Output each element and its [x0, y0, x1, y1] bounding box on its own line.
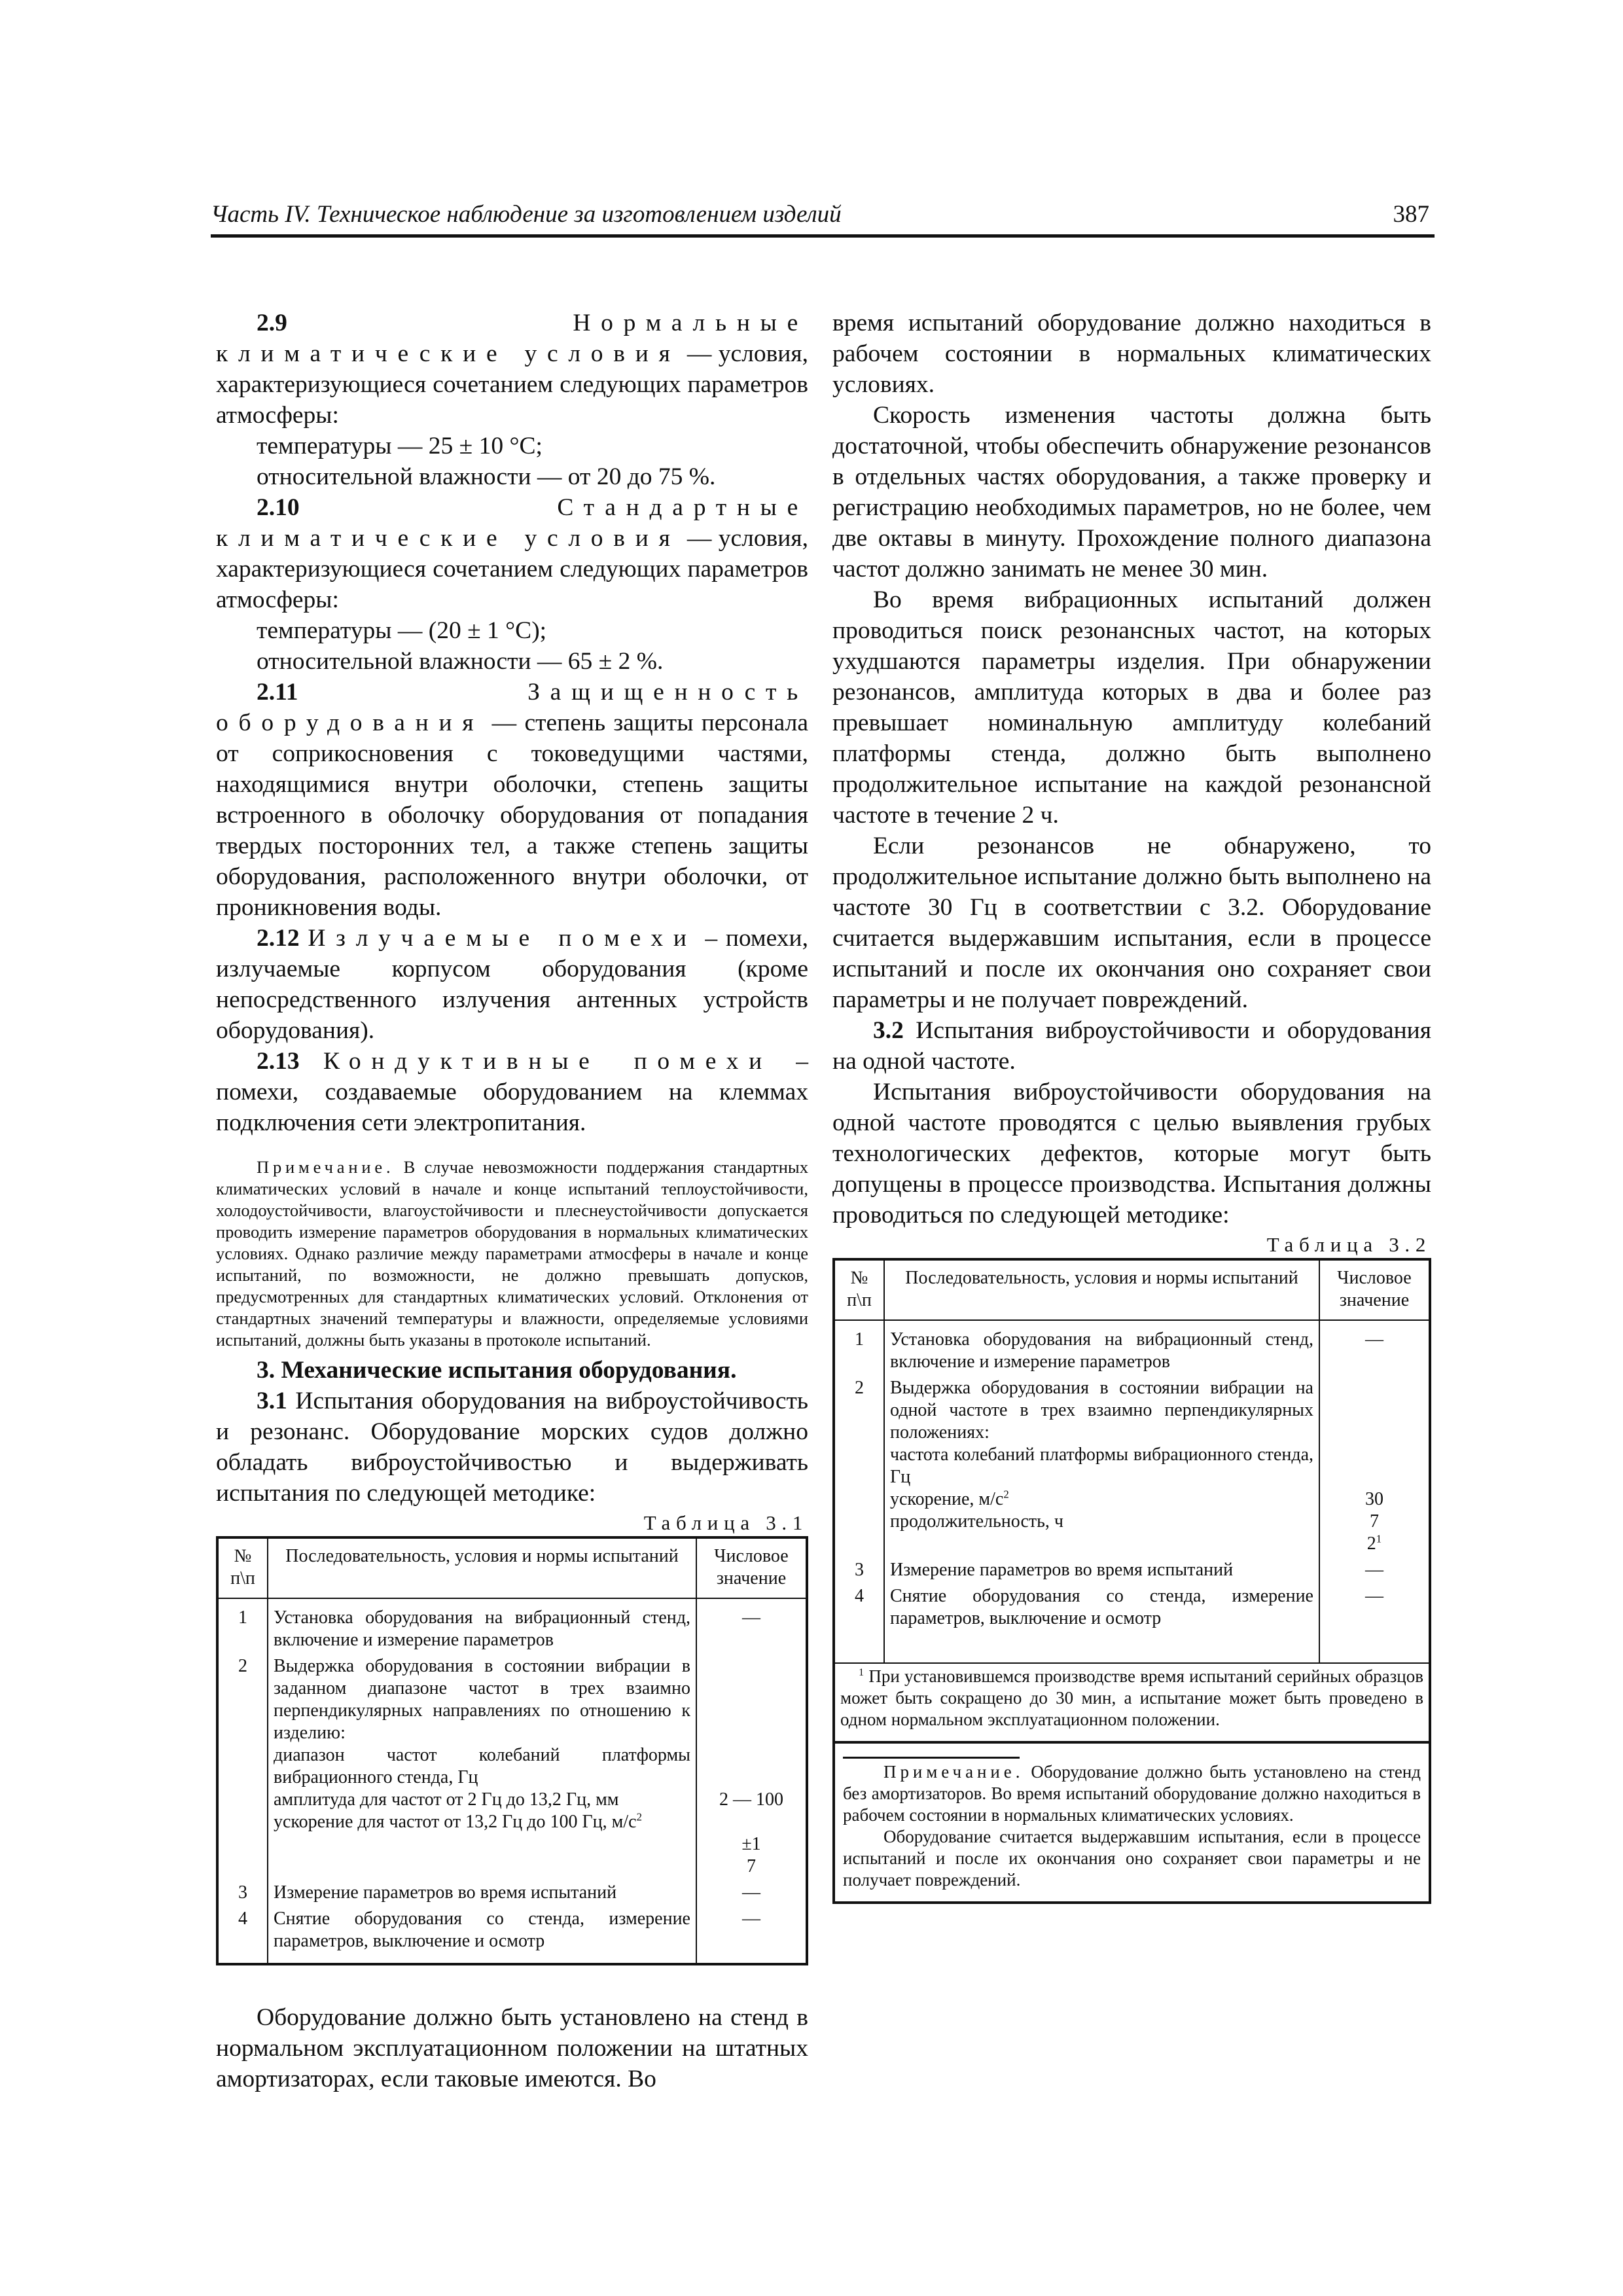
col-header-num: № п\п	[217, 1537, 268, 1598]
param-line: температуры — 25 ± 10 °С;	[257, 433, 543, 459]
paragraph: время испытаний оборудование должно находиться в рабочем состоянии в нормальных климатических условиях.	[832, 310, 1431, 398]
section-2-9: 2.9 Нормальные климатические условия — условия, характеризующиеся сочетанием следующих параметров атмосферы:	[216, 310, 808, 429]
table-row: 3 Измерение параметров во время испытаний —	[217, 1880, 807, 1906]
section-3-2: 3.2 Испытания виброустойчивости и оборудования на одной частоте.	[832, 1017, 1431, 1075]
paragraph: Скорость изменения частоты должна быть достаточной, чтобы обеспечить обнаружение резонансов в отдельных частях оборудования, а также проверку и регистрацию необходимых параметров, но не более, чем две октавы в минуту. Прохождение полного диапазона частот должно занимать не менее 30 мин.	[832, 402, 1431, 583]
term: Защищенность оборудования	[216, 679, 808, 736]
table-row: 3 Измерение параметров во время испытаний —	[834, 1557, 1430, 1583]
note-label: Примечание.	[883, 1762, 1024, 1782]
table-row: 1 Установка оборудования на вибрационный стенд, включение и измерение параметров —	[834, 1320, 1430, 1375]
table-3-2	[832, 1258, 1431, 1744]
col-header-desc: Последовательность, условия и нормы испытаний	[268, 1537, 696, 1598]
paragraph: Оборудование должно быть установлено на стенд в нормальном эксплуатационном положении на штатных амортизаторах, если таковые имеются. Во	[216, 2004, 808, 2092]
term: Нормальные климатические условия	[216, 310, 808, 367]
table-row: 2 Выдержка оборудования в состоянии вибрации на одной частоте в трех взаимно перпендикулярных положениях: частота колебаний платформы вибрационного стенда, Гц ускорение, $м/с^2$ продолжительность, ч 30 7 $2^1$	[834, 1375, 1430, 1557]
param-line: относительной влажности — от 20 до 75 %.	[257, 463, 716, 490]
section-heading-3: 3. Механические испытания оборудования.	[257, 1357, 737, 1384]
note-label: Примечание.	[257, 1157, 395, 1177]
note-block: Примечание. В случае невозможности поддержания стандартных климатических условий в начале и конце испытаний теплоустойчивости, холодоустойчивости, влагоустойчивости и плеснеустойчивости допускается проводить измерение параметров оборудования в нормальных климатических условиях. Однако различие между параметрами атмосферы в начале и конце испытаний, по возможности, не должно превышать допусков, предусмотренных для стандартных климатических условий. Отклонения от стандартных значений температуры и влажности, определяемые условиями испытаний, должны быть указаны в протоколе испытаний.	[216, 1157, 808, 1350]
table-row: 1 Установка оборудования на вибрационный стенд, включение и измерение параметров —	[217, 1598, 807, 1653]
left-column	[216, 308, 808, 2094]
section-2-12: 2.12 Излучаемые помехи – помехи, излучаемые корпусом оборудования (кроме непосредственного излучения антенных устройств оборудования).	[216, 925, 808, 1044]
col-header-value: Числовое значение	[696, 1537, 807, 1598]
page-number: 387	[1393, 201, 1429, 228]
right-column	[832, 308, 1431, 1904]
table-footnote: $^1$ При установившемся производстве время испытаний серийных образцов может быть сокращено до 30 мин, а испытание может быть проведено в одном нормальном эксплуатационном положении.	[834, 1663, 1430, 1742]
term: Излучаемые помехи	[308, 925, 697, 952]
page-header	[211, 196, 1435, 238]
table-row: 4 Снятие оборудования со стенда, измерение параметров, выключение и осмотр —	[217, 1906, 807, 1964]
term: Стандартные климатические условия	[216, 494, 808, 552]
table-3-1	[216, 1536, 808, 1965]
col-header-num: № п\п	[834, 1259, 884, 1320]
note-box: Примечание. Оборудование должно быть установлено на стенд без амортизаторов. Во время испытаний оборудование должно находиться в рабочем состоянии в нормальных климатических условиях. Оборудование считается выдержавшим испытания, если в процессе испытаний и после их окончания оно сохраняет свои параметры и не получает повреждений.	[832, 1744, 1431, 1904]
col-header-desc: Последовательность, условия и нормы испытаний	[884, 1259, 1319, 1320]
paragraph: Во время вибрационных испытаний должен проводиться поиск резонансных частот, на которых ухудшаются параметры изделия. При обнаружении резонансов, амплитуда которых в два и более раз превышает номинальную амплитуду колебаний платформы стенда, должно быть выполнено продолжительное испытание на каждой резонансной частоте в течение 2 ч.	[832, 586, 1431, 829]
section-2-11: 2.11 Защищенность оборудования — степень защиты персонала от соприкосновения с токоведущими частями, находящимися внутри оболочки, степень защиты встроенного в оболочку оборудования от попадания твердых посторонних тел, а также степень защиты оборудования, расположенного внутри оболочки, от проникновения воды.	[216, 679, 808, 921]
section-2-13: 2.13 Кондуктивные помехи – помехи, создаваемые оборудованием на клеммах подключения сети электропитания.	[216, 1048, 808, 1136]
term: Кондуктивные помехи	[323, 1048, 772, 1075]
param-line: температуры — (20 ± 1 °С);	[257, 617, 547, 644]
separator-line	[843, 1757, 1020, 1759]
section-2-10: 2.10 Стандартные климатические условия — условия, характеризующиеся сочетанием следующих параметров атмосферы:	[216, 494, 808, 613]
table-row: 4 Снятие оборудования со стенда, измерение параметров, выключение и осмотр —	[834, 1583, 1430, 1663]
paragraph: Если резонансов не обнаружено, то продолжительное испытание должно быть выполнено на частоте 30 Гц в соответствии с 3.2. Оборудование считается выдержавшим испытания, если в процессе испытаний и после их окончания оно сохраняет свои параметры и не получает повреждений.	[832, 833, 1431, 1013]
col-header-value: Числовое значение	[1319, 1259, 1430, 1320]
section-3-1: 3.1 Испытания оборудования на виброустойчивость и резонанс. Оборудование морских судов должно обладать виброустойчивостью и выдерживать испытания по следующей методике:	[216, 1388, 808, 1507]
paragraph: Испытания виброустойчивости оборудования на одной частоте проводятся с целью выявления грубых технологических дефектов, которые могут быть допущены в процессе производства. Испытания должны проводиться по следующей методике:	[832, 1079, 1431, 1229]
table-caption: Таблица 3.1	[643, 1511, 808, 1534]
param-line: относительной влажности — 65 ± 2 %.	[257, 648, 664, 675]
table-row: 2 Выдержка оборудования в состоянии вибрации в заданном диапазоне частот в трех взаимно перпендикулярных направлениях по отношению к изделию: диапазон частот колебаний платформы вибрационного стенда, Гц амплитуда для частот от 2 Гц до 13,2 Гц, мм ускорение для частот от 13,2 Гц до 100 Гц, $м/с^2$ 2 — 100 ±1 7	[217, 1653, 807, 1880]
table-caption: Таблица 3.2	[1266, 1233, 1431, 1256]
running-title: Часть IV. Техническое наблюдение за изготовлением изделий	[211, 201, 842, 228]
